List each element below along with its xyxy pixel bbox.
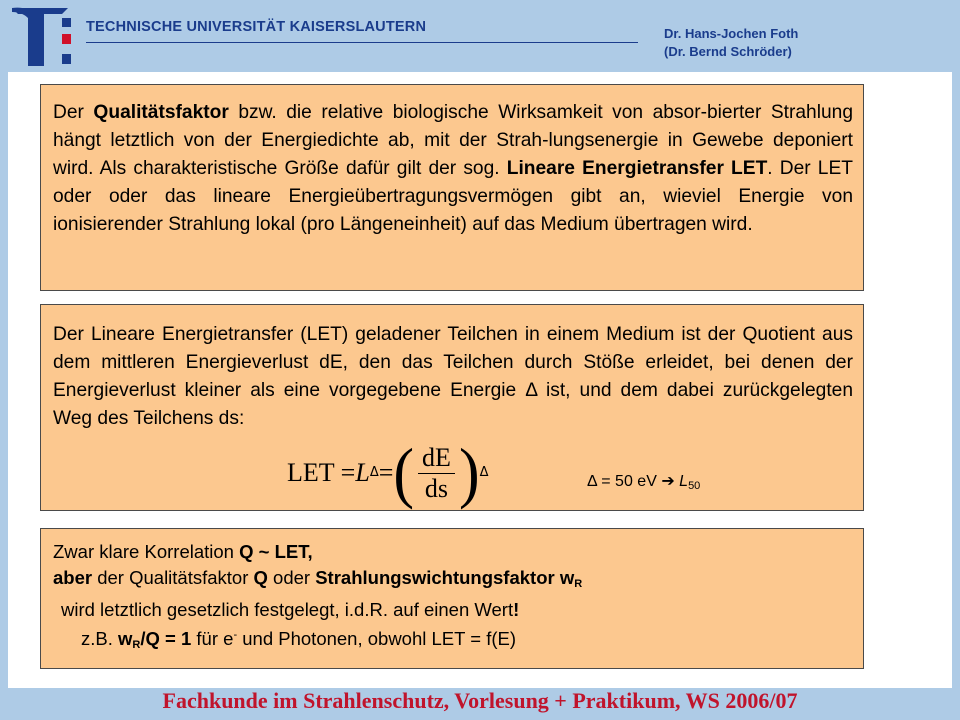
text: für e — [191, 627, 234, 649]
line-1 — [53, 539, 853, 565]
university-name: TECHNISCHE UNIVERSITÄT KAISERSLAUTERN — [86, 19, 427, 35]
line-2 — [53, 565, 853, 598]
text: wird letztlich gesetzlich festgelegt, i.d.R. auf einen Wert — [61, 599, 514, 620]
text: aber — [53, 566, 93, 588]
formula-l: L — [355, 458, 370, 487]
text: Zwar klare Korrelation — [53, 541, 240, 562]
delta-symbol: Δ — [525, 380, 537, 401]
subscript: R — [132, 638, 141, 651]
term-qualitaetsfaktor: Qualitätsfaktor — [93, 102, 229, 123]
authors — [664, 25, 798, 61]
text: Q ~ LET, — [239, 541, 313, 562]
text: L — [674, 473, 689, 490]
let-formula — [287, 435, 489, 511]
numerator: dE — [418, 443, 455, 474]
text: w — [118, 627, 133, 649]
footer-title: Fachkunde im Strahlenschutz, Vorlesung + Praktikum, WS 2006/07 — [162, 688, 798, 713]
formula-sub-delta: Δ — [369, 465, 379, 480]
text: Der Lineare Energietransfer (LET) geladener Teilchen in einem Medium ist der Quotient aus dem mittleren Energieverlust dE, den das Teilchen durch Stöße erleidet, bei denen der Energieverlust kleiner als eine vorgegebene Energie — [53, 324, 853, 401]
paren-open: ( — [393, 435, 415, 511]
term-let: Lineare Energietransfer LET — [506, 158, 768, 179]
denominator: ds — [424, 473, 449, 503]
subscript: 50 — [688, 480, 701, 492]
text: bzw. die relative biologische Wirksamkeit von absor-bierter Strahlung hängt letztlich von der Energiedichte ab, mit der Strah-lungsenergie in Gewebe deponiert wird. Als charakteristische Größe dafür gilt der sog. — [53, 102, 854, 179]
formula-eq: = — [378, 458, 394, 487]
text: der Qualitätsfaktor — [92, 566, 254, 588]
text: z.B. — [81, 627, 119, 649]
text: Der — [53, 102, 94, 123]
header-divider — [86, 42, 638, 43]
line-3 — [53, 597, 853, 623]
let-definition-text — [53, 321, 853, 433]
superscript: - — [233, 628, 238, 641]
paren-close: ) — [458, 435, 480, 511]
subscript: R — [574, 577, 583, 590]
text: ist, und dem dabei zurückgelegten Weg des Teilchens ds: — [53, 380, 853, 429]
text: . Der LET oder oder das lineare Energieübertragungsvermögen gibt an, wieviel Energie von ionisierender Strahlung lokal (pro Längeneinheit) auf das Medium übertragen wird. — [53, 158, 853, 235]
line-4 — [53, 623, 853, 659]
text: Strahlungswichtungsfaktor w — [315, 566, 575, 588]
author-primary: Dr. Hans-Jochen Foth — [664, 26, 799, 41]
let-definition-box — [40, 304, 864, 511]
text: /Q = 1 — [140, 627, 192, 649]
qualitaetsfaktor-box — [40, 84, 864, 291]
text: Q — [253, 566, 268, 588]
arrow-right-icon: ➔ — [661, 473, 675, 490]
formula-fraction — [418, 443, 455, 504]
delta-symbol: Δ — [587, 473, 597, 490]
author-secondary: (Dr. Bernd Schröder) — [664, 44, 792, 59]
text: und Photonen, obwohl LET = f(E) — [237, 627, 516, 649]
tu-kaiserslautern-logo-icon — [8, 4, 78, 70]
text: = 50 eV — [596, 473, 662, 490]
text: oder — [267, 566, 316, 588]
delta-note — [587, 468, 700, 500]
text: ! — [513, 599, 520, 620]
formula-sub-delta-2: Δ — [479, 465, 489, 480]
formula-lhs: LET = — [287, 458, 356, 487]
correlation-box — [40, 528, 864, 669]
